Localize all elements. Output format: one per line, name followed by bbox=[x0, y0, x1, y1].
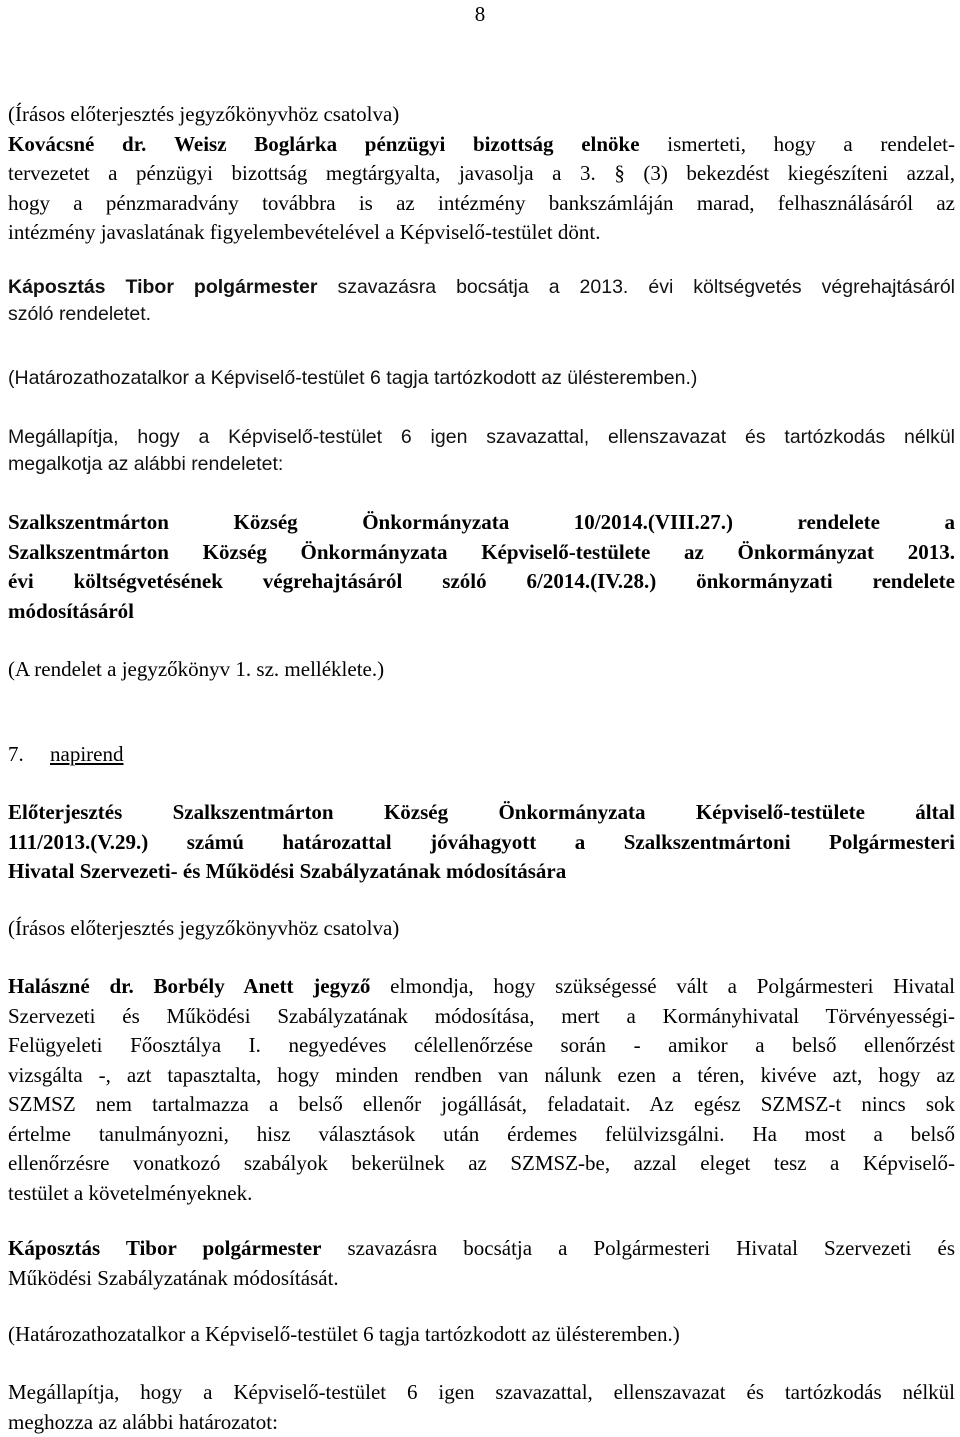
title-word: rendelete bbox=[872, 569, 955, 593]
proposal-title-line-1 bbox=[8, 798, 955, 828]
quorum-note-1: (Határozathozatalkor a Képviselő-testület 6 tagja tartózkodott az ülésteremben.) bbox=[8, 367, 698, 389]
report-line-3: hogy a pénzmaradvány továbbra is az intézmény bankszámláján marad, felhasználásáról az bbox=[8, 190, 955, 215]
agenda-label: napirend bbox=[50, 742, 124, 766]
quorum-note-2: (Határozathozatalkor a Képviselő-testület 6 tagja tartózkodott az ülésteremben.) bbox=[8, 1322, 680, 1346]
title-word: végrehajtásáról bbox=[262, 569, 403, 593]
regulation-title-line-3 bbox=[8, 567, 955, 597]
speaker-name: Káposztás Tibor polgármester bbox=[8, 276, 318, 298]
title-word: Előterjesztés bbox=[8, 800, 123, 824]
title-word: szóló bbox=[442, 569, 487, 593]
paragraph-vote-call-1: Káposztás Tibor polgármester szavazásra bocsátja a 2013. évi költségvetés végrehajtásáról szóló rendeletet. bbox=[8, 276, 955, 325]
attachment-note: (Írásos előterjesztés jegyzőkönyvhöz csatolva) bbox=[8, 102, 400, 126]
title-word: rendelete bbox=[797, 510, 880, 534]
regulation-title-line-1 bbox=[8, 508, 955, 538]
title-word: évi bbox=[8, 569, 34, 593]
agenda-heading bbox=[8, 740, 955, 770]
title-word: Község bbox=[383, 800, 449, 824]
speaker-name: Kovácsné dr. bbox=[8, 131, 147, 156]
paragraph-vote-call-2: Káposztás Tibor polgármester szavazásra bocsátja a Polgármesteri Hivatal Szervezeti és Működési Szabályzatának módosítását. bbox=[8, 1236, 955, 1290]
report-line-1: Kovácsné dr. Weisz Boglárka pénzügyi bizottság elnöke ismerteti, hogy a rendelet- bbox=[8, 131, 955, 156]
regulation-title: Szalkszentmárton Község Önkormányzata 10/2014.(VIII.27.) rendelete a Szalkszentmárton Község Önkormányzata Képviselő-testülete az Önkormányzat 2013. évi költségvetésének végrehajtásáról szóló 6/2014.(IV.28.) önkormányzati rendelete módosításáról bbox=[8, 510, 955, 623]
paragraph-decision-2: Megállapítja, hogy a Képviselő-testület 6 igen szavazattal, ellenszavazat és tartózkodás nélkül meghozza az alábbi határozatot: bbox=[8, 1380, 955, 1434]
paragraph-decision-1: Megállapítja, hogy a Képviselő-testület 6 igen szavazattal, ellenszavazat és tartózkodás nélkül megalkotja az alábbi rendeletet: bbox=[8, 426, 955, 475]
speaker-role: Weisz Boglárka pénzügyi bizottság elnöke bbox=[174, 131, 640, 156]
title-word: Képviselő-testülete bbox=[695, 800, 865, 824]
title-word: 10/2014.(VIII.27.) bbox=[573, 510, 734, 534]
title-word: Község bbox=[233, 510, 298, 534]
title-word: önkormányzati bbox=[696, 569, 833, 593]
attachment-note-2: (Írásos előterjesztés jegyzőkönyvhöz csatolva) bbox=[8, 916, 400, 940]
title-word: 6/2014.(IV.28.) bbox=[526, 569, 657, 593]
title-word: által bbox=[915, 800, 955, 824]
speaker-name: Halászné dr. bbox=[8, 974, 134, 998]
speaker-role: Borbély Anett jegyző bbox=[153, 974, 371, 998]
title-word: Szalkszentmárton bbox=[8, 510, 169, 534]
proposal-title: Előterjesztés Szalkszentmárton Község Önkormányzata Képviselő-testülete által 111/2013.(V.29.) számú határozattal jóváhagyott a Szalkszentmártoni Polgármesteri Hivatal Szervezeti- és Működési Szabályzatának módosítására bbox=[8, 800, 955, 883]
title-word: a bbox=[944, 510, 955, 534]
report-line-4: intézmény javaslatának figyelembevételével a Képviselő-testület dönt. bbox=[8, 220, 601, 244]
page-number: 8 bbox=[474, 2, 486, 26]
speaker-name: Káposztás Tibor polgármester bbox=[8, 1236, 322, 1260]
paragraph-committee-report bbox=[8, 100, 955, 248]
paragraph-notary-statement: Halászné dr. Borbély Anett jegyző elmondja, hogy szükségessé vált a Polgármesteri Hivatal Szervezeti és Működési Szabályzatának módosítása, mert a Kormányhivatal Törvényességi- Felügyeleti Főosztálya I. negyedéves célellenőrzése során - amikor a belső ellenőrzést vizsgálta -, azt tapasztalta, hogy minden rendben van nálunk ezen a téren, kivéve azt, hogy az SZMSZ nem tartalmazza a belső ellenőr jogállását, feladatait. Az egész SZMSZ-t nincs sok értelme tanulmányozni, hisz választások után érdemes felülvizsgálni. Ha most a belső ellenőrzésre vonatkozó szabályok bekerülnek az SZMSZ-be, azzal eleget tesz a Képviselő- testület a követelményeknek. bbox=[8, 974, 955, 1205]
title-word: költségvetésének bbox=[73, 569, 223, 593]
agenda-number: 7. bbox=[8, 742, 24, 766]
title-word: Önkormányzata bbox=[498, 800, 646, 824]
appendix-note: (A rendelet a jegyzőkönyv 1. sz. melléklete.) bbox=[8, 657, 385, 681]
title-word: Önkormányzata bbox=[362, 510, 510, 534]
report-line-2: tervezetet a pénzügyi bizottság megtárgyalta, javasolja a 3. § (3) bekezdést kiegészíteni azzal, bbox=[8, 161, 955, 185]
title-word: Szalkszentmárton bbox=[172, 800, 334, 824]
